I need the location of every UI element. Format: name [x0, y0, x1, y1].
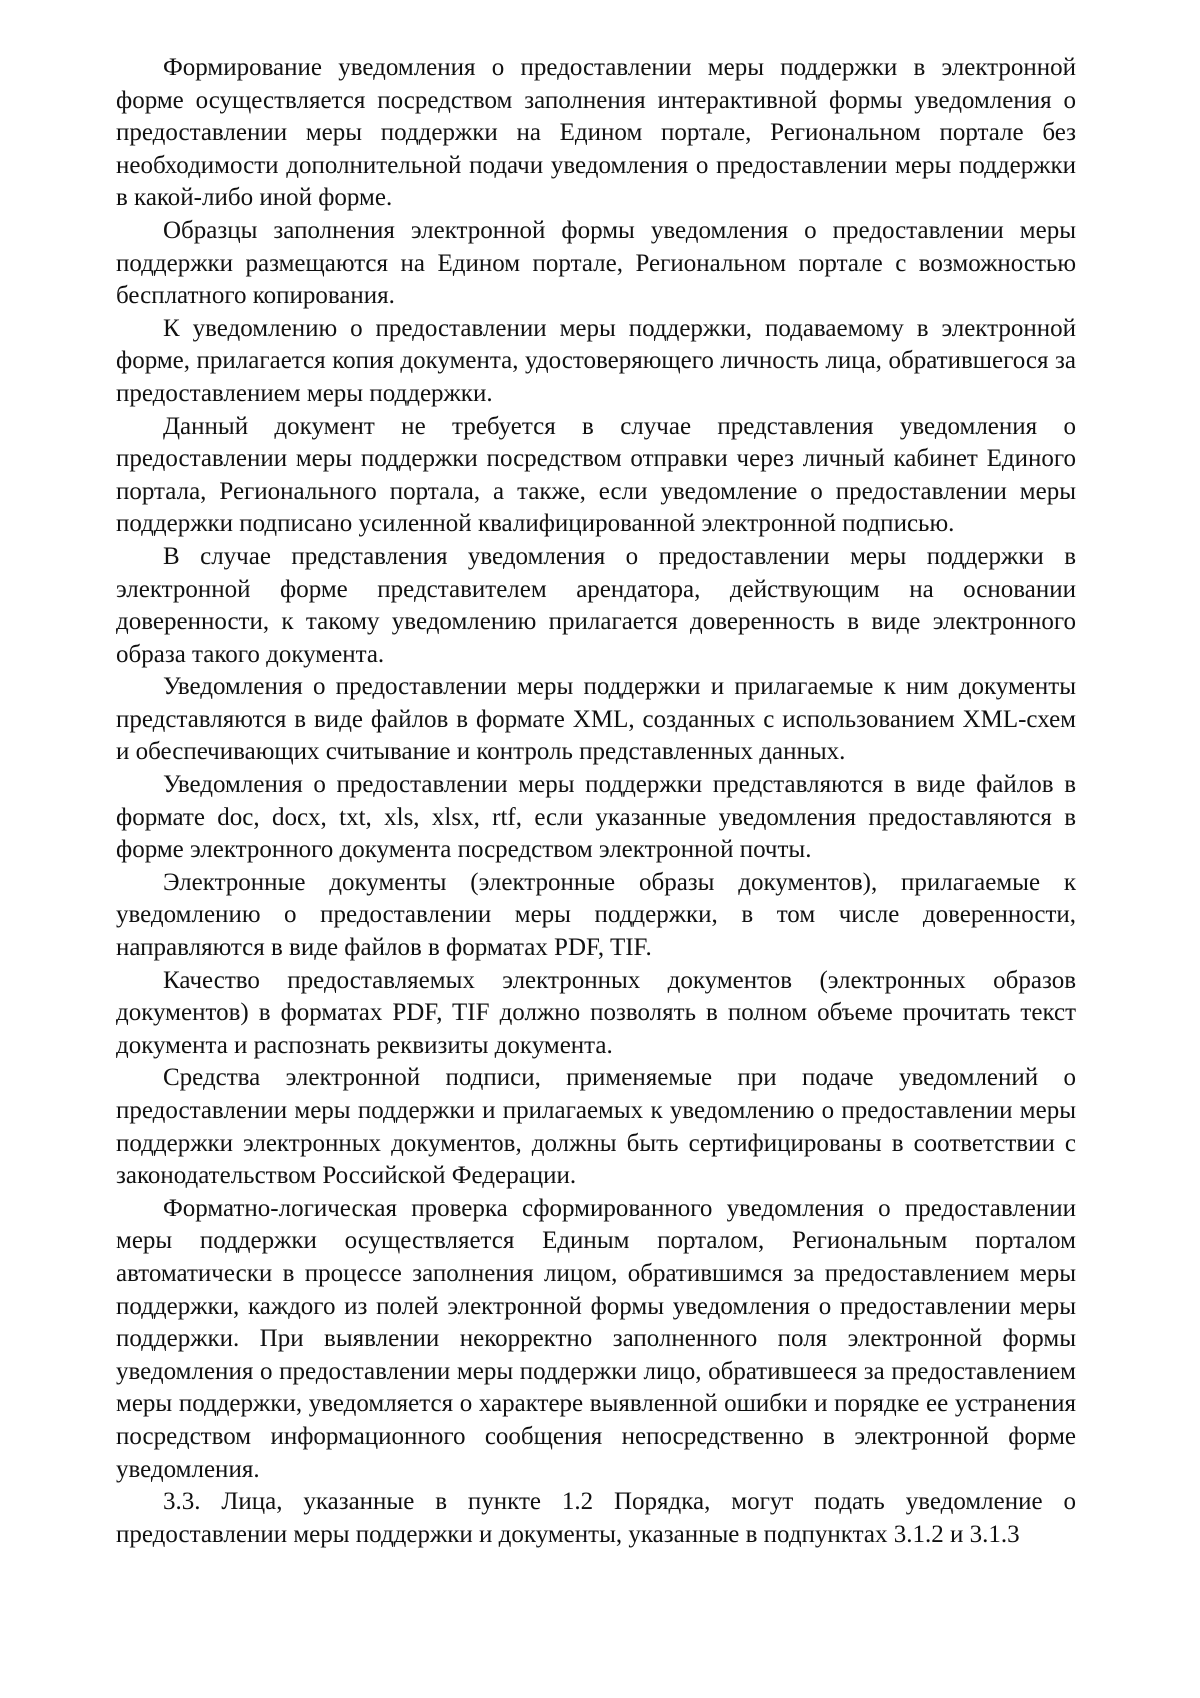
- paragraph-section-3-3: 3.3. Лица, указанные в пункте 1.2 Порядка, могут подать уведомление о предоставлении меры поддержки и документы, указанные в подпунктах 3.1.2 и 3.1.3: [116, 1488, 1076, 1548]
- paragraph-8: Электронные документы (электронные образы документов), прилагаемые к уведомлению о предоставлении меры поддержки, в том числе доверенности, направляются в виде файлов в форматах PDF, TIF.: [116, 868, 1076, 962]
- paragraph-5: В случае представления уведомления о предоставлении меры поддержки в электронной форме представителем арендатора, действующим на основании доверенности, к такому уведомлению прилагается доверенность в виде электронного образа такого документа.: [116, 542, 1076, 668]
- paragraph-4: Данный документ не требуется в случае представления уведомления о предоставлении меры поддержки посредством отправки через личный кабинет Единого портала, Регионального портала, а также, если уведомление о предоставлении меры поддержки подписано усиленной квалифицированной электронной подписью.: [116, 412, 1076, 538]
- paragraph-3: К уведомлению о предоставлении меры поддержки, подаваемому в электронной форме, прилагается копия документа, удостоверяющего личность лица, обратившегося за предоставлением меры поддержки.: [116, 314, 1076, 407]
- paragraph-7: Уведомления о предоставлении меры поддержки представляются в виде файлов в формате doc, docx, txt, xls, xlsx, rtf, если указанные уведомления предоставляются в форме электронного документа посредством электронной почты.: [116, 771, 1076, 864]
- paragraph-10: Средства электронной подписи, применяемые при подаче уведомлений о предоставлении меры поддержки и прилагаемых к уведомлению о предоставлении меры поддержки электронных документов, должны быть сертифицированы в соответствии с законодательством Российской Федерации.: [116, 1064, 1076, 1190]
- document-page: [116, 52, 1076, 1551]
- paragraph-11: Форматно-логическая проверка сформированного уведомления о предоставлении меры поддержки осуществляется Единым порталом, Региональным порталом автоматически в процессе заполнения лицом, обратившимся за предоставлением меры поддержки, каждого из полей электронной формы уведомления о предоставлении меры поддержки. При выявлении некорректно заполненного поля электронной формы уведомления о предоставлении меры поддержки лицо, обратившееся за предоставлением меры поддержки, уведомляется о характере выявленной ошибки и порядке ее устранения посредством информационного сообщения непосредственно в электронной форме уведомления.: [116, 1194, 1076, 1483]
- paragraph-1: Формирование уведомления о предоставлении меры поддержки в электронной форме осуществляется посредством заполнения интерактивной формы уведомления о предоставлении меры поддержки на Едином портале, Региональном портале без необходимости дополнительной подачи уведомления о предоставлении меры поддержки в какой-либо иной форме.: [116, 54, 1076, 212]
- paragraph-9: Качество предоставляемых электронных документов (электронных образов документов) в форматах PDF, TIF должно позволять в полном объеме прочитать текст документа и распознать реквизиты документа.: [116, 966, 1076, 1059]
- paragraph-2: Образцы заполнения электронной формы уведомления о предоставлении меры поддержки размещаются на Едином портале, Региональном портале с возможностью бесплатного копирования.: [116, 216, 1076, 310]
- paragraph-6: Уведомления о предоставлении меры поддержки и прилагаемые к ним документы представляются в виде файлов в формате XML, созданных с использованием XML-схем и обеспечивающих считывание и контроль представленных данных.: [116, 673, 1076, 766]
